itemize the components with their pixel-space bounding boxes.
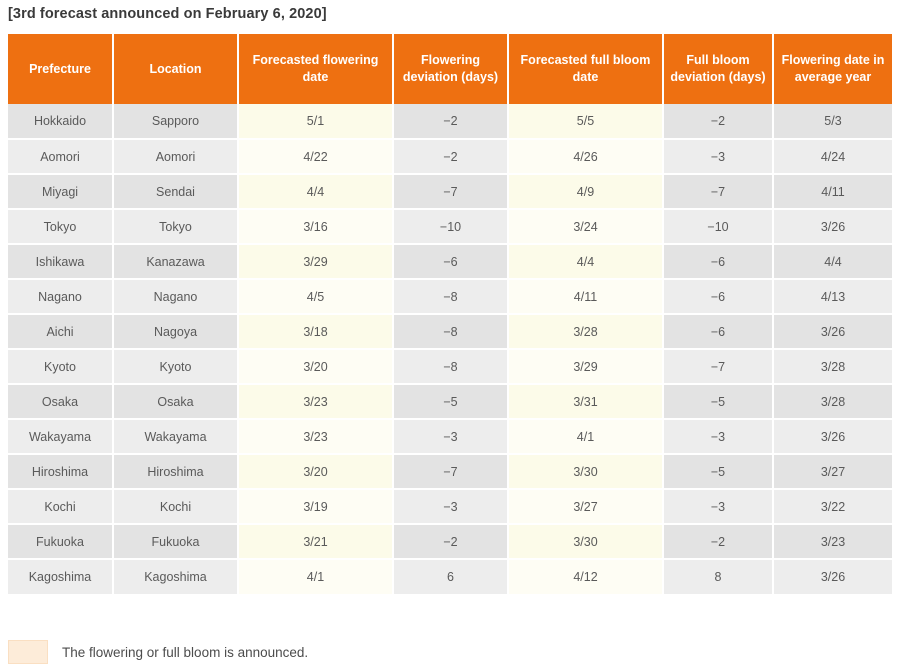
cell-average-date: 3/27 [773, 454, 892, 489]
cell-flow-dev: −3 [393, 489, 508, 524]
cell-average-date: 3/22 [773, 489, 892, 524]
cell-flowering: 4/22 [238, 139, 393, 174]
cell-full-bloom: 4/11 [508, 279, 663, 314]
cell-full-bloom: 3/28 [508, 314, 663, 349]
cell-location: Sapporo [113, 104, 238, 139]
cell-bloom-dev: −2 [663, 104, 773, 139]
cell-flowering: 3/23 [238, 384, 393, 419]
cell-location: Wakayama [113, 419, 238, 454]
cell-flowering: 3/21 [238, 524, 393, 559]
cell-prefecture: Wakayama [8, 419, 113, 454]
cell-flow-dev: −7 [393, 174, 508, 209]
cell-full-bloom: 4/9 [508, 174, 663, 209]
legend [8, 640, 308, 664]
cell-flow-dev: −2 [393, 104, 508, 139]
cell-flowering: 4/4 [238, 174, 393, 209]
cell-location: Kyoto [113, 349, 238, 384]
table-header-row [8, 34, 892, 104]
cell-average-date: 3/28 [773, 349, 892, 384]
table-row [8, 244, 892, 279]
cell-prefecture: Ishikawa [8, 244, 113, 279]
cell-average-date: 4/24 [773, 139, 892, 174]
table-row [8, 104, 892, 139]
cell-prefecture: Kagoshima [8, 559, 113, 594]
cell-location: Fukuoka [113, 524, 238, 559]
column-header-prefecture: Prefecture [8, 34, 113, 104]
cell-bloom-dev: −6 [663, 314, 773, 349]
cell-bloom-dev: −5 [663, 454, 773, 489]
cell-flow-dev: 6 [393, 559, 508, 594]
cell-prefecture: Osaka [8, 384, 113, 419]
cell-prefecture: Miyagi [8, 174, 113, 209]
cell-location: Kochi [113, 489, 238, 524]
table-row [8, 489, 892, 524]
column-header-forecasted-flowering-date: Forecasted flowering date [238, 34, 393, 104]
cell-prefecture: Kyoto [8, 349, 113, 384]
cell-bloom-dev: −3 [663, 139, 773, 174]
cell-location: Tokyo [113, 209, 238, 244]
cell-flow-dev: −7 [393, 454, 508, 489]
cell-prefecture: Tokyo [8, 209, 113, 244]
column-header-forecasted-full-bloom-date: Forecasted full bloom date [508, 34, 663, 104]
cell-full-bloom: 3/29 [508, 349, 663, 384]
cell-location: Nagoya [113, 314, 238, 349]
cell-bloom-dev: −7 [663, 349, 773, 384]
cell-flowering: 3/16 [238, 209, 393, 244]
table-row [8, 559, 892, 594]
cell-flowering: 3/23 [238, 419, 393, 454]
cell-prefecture: Aomori [8, 139, 113, 174]
cell-prefecture: Aichi [8, 314, 113, 349]
sakura-forecast-table [8, 34, 892, 594]
cell-bloom-dev: −2 [663, 524, 773, 559]
cell-full-bloom: 4/4 [508, 244, 663, 279]
column-header-flowering-deviation: Flowering deviation (days) [393, 34, 508, 104]
cell-flow-dev: −2 [393, 139, 508, 174]
cell-flowering: 3/20 [238, 454, 393, 489]
cell-prefecture: Fukuoka [8, 524, 113, 559]
cell-flowering: 4/1 [238, 559, 393, 594]
cell-flowering: 3/18 [238, 314, 393, 349]
cell-flow-dev: −8 [393, 314, 508, 349]
cell-average-date: 3/26 [773, 314, 892, 349]
cell-full-bloom: 4/26 [508, 139, 663, 174]
cell-full-bloom: 4/12 [508, 559, 663, 594]
cell-full-bloom: 3/30 [508, 524, 663, 559]
cell-flowering: 3/19 [238, 489, 393, 524]
table-row [8, 174, 892, 209]
table-row [8, 419, 892, 454]
table-row [8, 524, 892, 559]
cell-prefecture: Kochi [8, 489, 113, 524]
cell-bloom-dev: −6 [663, 244, 773, 279]
cell-flow-dev: −8 [393, 349, 508, 384]
column-header-location: Location [113, 34, 238, 104]
table-row [8, 314, 892, 349]
cell-flowering: 3/29 [238, 244, 393, 279]
table-body [8, 104, 892, 594]
legend-label: The flowering or full bloom is announced. [62, 644, 309, 660]
table-row [8, 384, 892, 419]
cell-flow-dev: −6 [393, 244, 508, 279]
cell-bloom-dev: −3 [663, 489, 773, 524]
cell-location: Nagano [113, 279, 238, 314]
cell-average-date: 4/13 [773, 279, 892, 314]
cell-average-date: 4/4 [773, 244, 892, 279]
cell-prefecture: Hiroshima [8, 454, 113, 489]
cell-flow-dev: −2 [393, 524, 508, 559]
cell-location: Osaka [113, 384, 238, 419]
cell-bloom-dev: −3 [663, 419, 773, 454]
cell-average-date: 3/28 [773, 384, 892, 419]
cell-full-bloom: 3/24 [508, 209, 663, 244]
cell-average-date: 3/26 [773, 419, 892, 454]
table-row [8, 349, 892, 384]
cell-flow-dev: −8 [393, 279, 508, 314]
cell-full-bloom: 3/27 [508, 489, 663, 524]
cell-flow-dev: −10 [393, 209, 508, 244]
table-row [8, 209, 892, 244]
table-row [8, 454, 892, 489]
cell-location: Kanazawa [113, 244, 238, 279]
column-header-flowering-date-average-year: Flowering date in average year [773, 34, 892, 104]
cell-full-bloom: 3/31 [508, 384, 663, 419]
legend-color-swatch [8, 640, 48, 664]
cell-bloom-dev: −10 [663, 209, 773, 244]
cell-flowering: 3/20 [238, 349, 393, 384]
cell-prefecture: Hokkaido [8, 104, 113, 139]
cell-location: Sendai [113, 174, 238, 209]
cell-flowering: 4/5 [238, 279, 393, 314]
cell-full-bloom: 5/5 [508, 104, 663, 139]
cell-prefecture: Nagano [8, 279, 113, 314]
page-title: [3rd forecast announced on February 6, 2020] [8, 6, 327, 22]
cell-bloom-dev: −5 [663, 384, 773, 419]
cell-bloom-dev: 8 [663, 559, 773, 594]
cell-bloom-dev: −6 [663, 279, 773, 314]
cell-location: Hiroshima [113, 454, 238, 489]
cell-full-bloom: 3/30 [508, 454, 663, 489]
cell-flowering: 5/1 [238, 104, 393, 139]
cell-location: Aomori [113, 139, 238, 174]
cell-average-date: 5/3 [773, 104, 892, 139]
cell-bloom-dev: −7 [663, 174, 773, 209]
table-row [8, 139, 892, 174]
cell-average-date: 3/23 [773, 524, 892, 559]
cell-location: Kagoshima [113, 559, 238, 594]
cell-average-date: 3/26 [773, 209, 892, 244]
cell-average-date: 4/11 [773, 174, 892, 209]
column-header-full-bloom-deviation: Full bloom deviation (days) [663, 34, 773, 104]
cell-flow-dev: −3 [393, 419, 508, 454]
cell-average-date: 3/26 [773, 559, 892, 594]
cell-full-bloom: 4/1 [508, 419, 663, 454]
cell-flow-dev: −5 [393, 384, 508, 419]
table-row [8, 279, 892, 314]
